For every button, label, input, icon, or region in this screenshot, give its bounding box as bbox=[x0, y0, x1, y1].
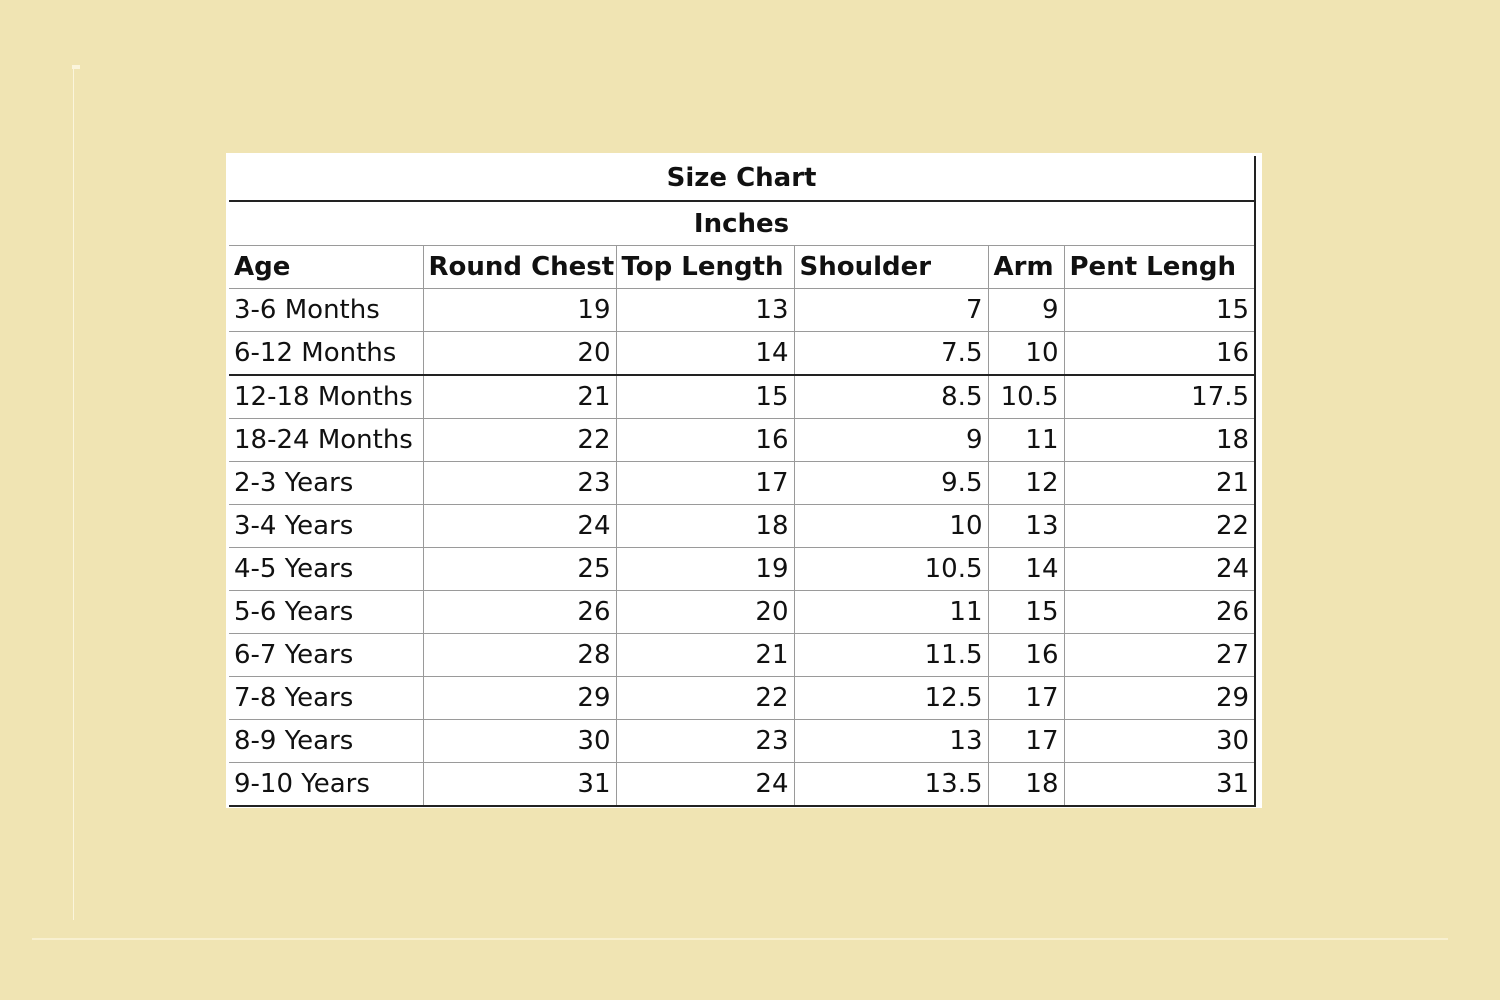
cell-age: 9-10 Years bbox=[229, 763, 423, 807]
cell-top-length: 23 bbox=[616, 720, 794, 763]
cell-round-chest: 20 bbox=[423, 332, 616, 376]
table-row bbox=[229, 548, 1255, 591]
column-header-age: Age bbox=[229, 246, 423, 289]
cell-arm: 15 bbox=[988, 591, 1064, 634]
cell-arm: 18 bbox=[988, 763, 1064, 807]
cell-shoulder: 11 bbox=[794, 591, 988, 634]
cell-shoulder: 13.5 bbox=[794, 763, 988, 807]
cell-pent-lengh: 27 bbox=[1064, 634, 1255, 677]
cell-age: 5-6 Years bbox=[229, 591, 423, 634]
cell-pent-lengh: 15 bbox=[1064, 289, 1255, 332]
cell-pent-lengh: 18 bbox=[1064, 419, 1255, 462]
cell-top-length: 15 bbox=[616, 375, 794, 419]
cell-age: 18-24 Months bbox=[229, 419, 423, 462]
frame-bottom-line bbox=[32, 938, 1448, 940]
cell-shoulder: 8.5 bbox=[794, 375, 988, 419]
cell-arm: 11 bbox=[988, 419, 1064, 462]
cell-arm: 12 bbox=[988, 462, 1064, 505]
cell-round-chest: 30 bbox=[423, 720, 616, 763]
table-row bbox=[229, 591, 1255, 634]
cell-pent-lengh: 21 bbox=[1064, 462, 1255, 505]
cell-top-length: 24 bbox=[616, 763, 794, 807]
cell-round-chest: 23 bbox=[423, 462, 616, 505]
table-row bbox=[229, 462, 1255, 505]
chart-title: Size Chart bbox=[229, 156, 1255, 201]
cell-shoulder: 7 bbox=[794, 289, 988, 332]
cell-round-chest: 29 bbox=[423, 677, 616, 720]
column-header-top-length: Top Length bbox=[616, 246, 794, 289]
cell-pent-lengh: 24 bbox=[1064, 548, 1255, 591]
cell-age: 12-18 Months bbox=[229, 375, 423, 419]
unit-row bbox=[229, 201, 1255, 246]
cell-top-length: 17 bbox=[616, 462, 794, 505]
cell-shoulder: 12.5 bbox=[794, 677, 988, 720]
cell-shoulder: 10.5 bbox=[794, 548, 988, 591]
header-row bbox=[229, 246, 1255, 289]
cell-arm: 17 bbox=[988, 720, 1064, 763]
column-header-arm: Arm bbox=[988, 246, 1064, 289]
table-row bbox=[229, 505, 1255, 548]
table-row bbox=[229, 289, 1255, 332]
cell-age: 3-6 Months bbox=[229, 289, 423, 332]
cell-arm: 13 bbox=[988, 505, 1064, 548]
cell-arm: 17 bbox=[988, 677, 1064, 720]
cell-round-chest: 22 bbox=[423, 419, 616, 462]
cell-pent-lengh: 30 bbox=[1064, 720, 1255, 763]
cell-arm: 16 bbox=[988, 634, 1064, 677]
cell-arm: 14 bbox=[988, 548, 1064, 591]
cell-top-length: 14 bbox=[616, 332, 794, 376]
cell-age: 4-5 Years bbox=[229, 548, 423, 591]
cell-top-length: 21 bbox=[616, 634, 794, 677]
table-row bbox=[229, 375, 1255, 419]
size-chart-table bbox=[229, 156, 1256, 807]
cell-round-chest: 24 bbox=[423, 505, 616, 548]
size-chart-sheet bbox=[226, 153, 1262, 808]
column-header-pent-lengh: Pent Lengh bbox=[1064, 246, 1255, 289]
cell-pent-lengh: 26 bbox=[1064, 591, 1255, 634]
cell-shoulder: 11.5 bbox=[794, 634, 988, 677]
cell-arm: 10 bbox=[988, 332, 1064, 376]
cell-round-chest: 26 bbox=[423, 591, 616, 634]
cell-round-chest: 28 bbox=[423, 634, 616, 677]
table-row bbox=[229, 677, 1255, 720]
cell-top-length: 22 bbox=[616, 677, 794, 720]
cell-age: 2-3 Years bbox=[229, 462, 423, 505]
cell-arm: 9 bbox=[988, 289, 1064, 332]
cell-age: 7-8 Years bbox=[229, 677, 423, 720]
table-row bbox=[229, 720, 1255, 763]
cell-age: 6-12 Months bbox=[229, 332, 423, 376]
cell-pent-lengh: 31 bbox=[1064, 763, 1255, 807]
cell-shoulder: 9 bbox=[794, 419, 988, 462]
table-row bbox=[229, 763, 1255, 807]
cell-round-chest: 21 bbox=[423, 375, 616, 419]
cell-shoulder: 7.5 bbox=[794, 332, 988, 376]
cell-top-length: 16 bbox=[616, 419, 794, 462]
title-row bbox=[229, 156, 1255, 201]
table-row bbox=[229, 332, 1255, 376]
cell-round-chest: 25 bbox=[423, 548, 616, 591]
cell-shoulder: 13 bbox=[794, 720, 988, 763]
frame-left-line bbox=[73, 65, 74, 920]
cell-top-length: 20 bbox=[616, 591, 794, 634]
column-header-round-chest: Round Chest bbox=[423, 246, 616, 289]
cell-top-length: 18 bbox=[616, 505, 794, 548]
chart-unit: Inches bbox=[229, 201, 1255, 246]
cell-shoulder: 9.5 bbox=[794, 462, 988, 505]
cell-round-chest: 31 bbox=[423, 763, 616, 807]
cell-age: 6-7 Years bbox=[229, 634, 423, 677]
cell-pent-lengh: 22 bbox=[1064, 505, 1255, 548]
cell-round-chest: 19 bbox=[423, 289, 616, 332]
cell-age: 8-9 Years bbox=[229, 720, 423, 763]
column-header-shoulder: Shoulder bbox=[794, 246, 988, 289]
cell-age: 3-4 Years bbox=[229, 505, 423, 548]
cell-pent-lengh: 17.5 bbox=[1064, 375, 1255, 419]
table-row bbox=[229, 634, 1255, 677]
table-row bbox=[229, 419, 1255, 462]
cell-top-length: 19 bbox=[616, 548, 794, 591]
cell-pent-lengh: 29 bbox=[1064, 677, 1255, 720]
cell-arm: 10.5 bbox=[988, 375, 1064, 419]
cell-pent-lengh: 16 bbox=[1064, 332, 1255, 376]
cell-top-length: 13 bbox=[616, 289, 794, 332]
cell-shoulder: 10 bbox=[794, 505, 988, 548]
